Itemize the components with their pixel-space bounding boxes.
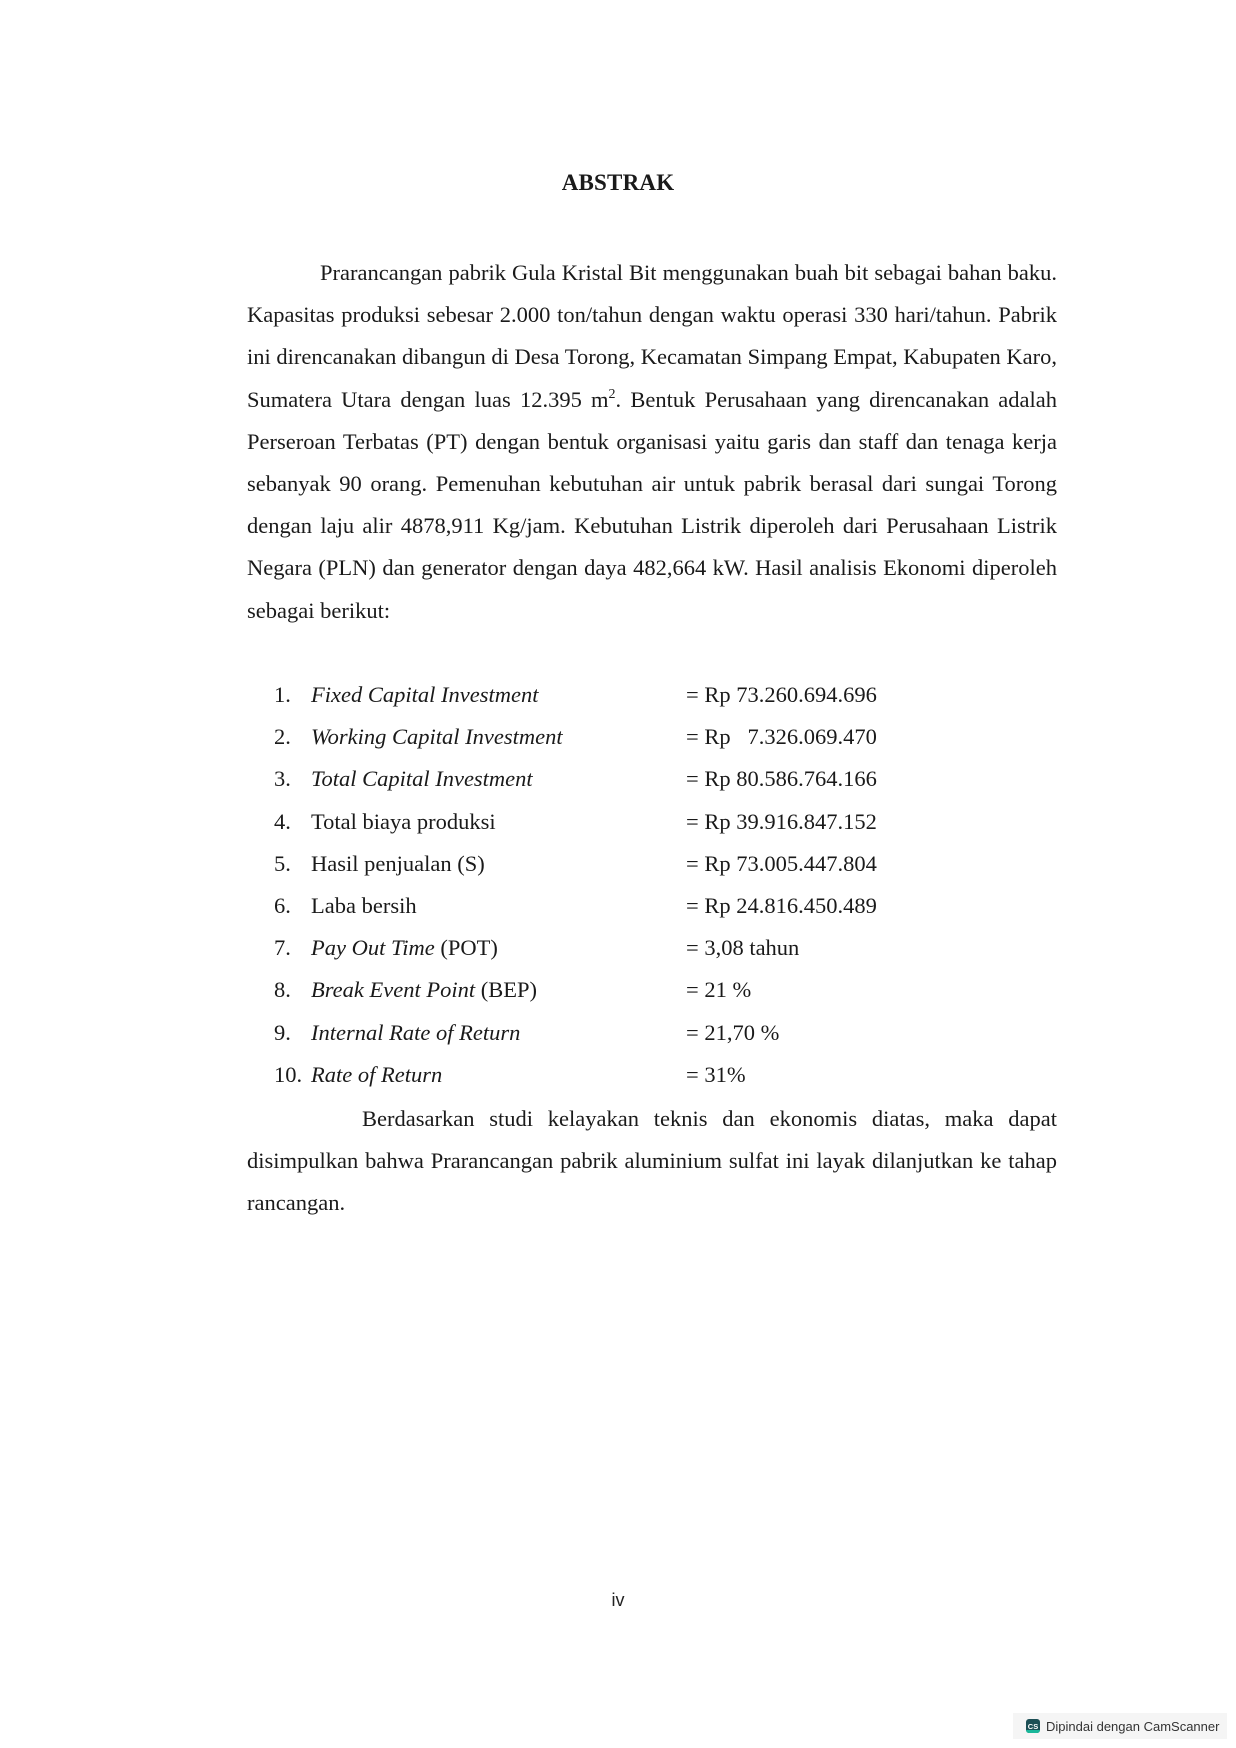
item-number: 8. (274, 977, 291, 1003)
list-item (247, 674, 1057, 716)
list-item (247, 758, 1057, 800)
item-label-italic: Total Capital Investment (311, 766, 533, 792)
page-title: ABSTRAK (561, 170, 675, 195)
list-item (247, 927, 1057, 969)
item-label-plain: Total biaya produksi (311, 808, 496, 834)
item-label-plain: Hasil penjualan (S) (311, 850, 485, 876)
item-label (311, 758, 533, 800)
item-label-plain: (BEP) (475, 977, 537, 1003)
item-value: = Rp 39.916.847.152 (686, 808, 877, 834)
item-label-italic: Rate of Return (311, 1061, 443, 1087)
list-item (247, 1054, 1057, 1096)
item-value: = Rp 7.326.069.470 (686, 724, 877, 750)
item-label (311, 801, 496, 843)
list-item (247, 1012, 1057, 1054)
item-number: 3. (274, 766, 291, 792)
item-label (311, 716, 563, 758)
list-item (247, 716, 1057, 758)
item-value: = Rp 24.816.450.489 (686, 892, 877, 918)
item-value: = Rp 73.005.447.804 (686, 850, 877, 876)
superscript-2: 2 (608, 386, 616, 402)
intro-text-part-1: Prarancangan pabrik Gula Kristal Bit menggunakan buah bit sebagai bahan baku. Kapasitas produksi sebesar 2.000 ton/tahun dengan waktu operasi 330 hari/tahun. Pabrik ini direncanakan dibangun di Desa Torong, Kecamatan Simpang Empat, Kabupaten Karo, Sumatera Utara dengan luas 12.395 m (247, 260, 1057, 412)
item-value: = Rp 73.260.694.696 (686, 682, 877, 707)
item-label (311, 969, 537, 1011)
item-label-italic: Internal Rate of Return (311, 1019, 521, 1045)
camscanner-logo-icon: CS (1026, 1719, 1040, 1733)
item-label-plain: (POT) (434, 935, 498, 961)
item-value: = 21,70 % (686, 1019, 780, 1045)
list-item (247, 843, 1057, 885)
item-label (311, 843, 485, 885)
intro-text-part-2: . Bentuk Perusahaan yang direncanakan adalah Perseroan Terbatas (PT) dengan bentuk organisasi yaitu garis dan staff dan tenaga kerja sebanyak 90 orang. Pemenuhan kebutuhan air untuk pabrik berasal dari sungai Torong dengan laju alir 4878,911 Kg/jam. Kebutuhan Listrik diperoleh dari Perusahaan Listrik Negara (PLN) dan generator dengan daya 482,664 kW. Hasil analisis Ekonomi diperoleh sebagai berikut: (247, 386, 1058, 623)
item-value: = 3,08 tahun (686, 935, 800, 961)
item-label-italic: Fixed Capital Investment (311, 682, 539, 707)
item-value: = 21 % (686, 977, 752, 1003)
list-item (247, 969, 1057, 1011)
item-number: 4. (274, 808, 291, 834)
item-number: 1. (274, 682, 291, 707)
conclusion-paragraph (247, 1098, 1057, 1225)
item-value: = Rp 80.586.764.166 (686, 766, 877, 792)
item-label-italic: Pay Out Time (311, 935, 435, 961)
item-value: = 31% (686, 1061, 746, 1087)
list-item (247, 885, 1057, 927)
item-label-italic: Break Event Point (311, 977, 476, 1003)
watermark-text: Dipindai dengan CamScanner (1046, 1718, 1220, 1734)
item-number: 9. (274, 1019, 291, 1045)
item-label (311, 885, 417, 927)
item-label (311, 674, 538, 716)
intro-paragraph (247, 252, 1057, 632)
item-number: 6. (274, 892, 291, 918)
item-number: 10. (274, 1061, 303, 1087)
item-label (311, 1012, 520, 1054)
item-label (311, 1054, 442, 1096)
economic-results-list (247, 674, 1057, 1096)
item-number: 5. (274, 850, 291, 876)
camscanner-watermark (1013, 1713, 1227, 1739)
item-number: 2. (274, 724, 291, 750)
page-number: iv (611, 1590, 625, 1610)
item-label-italic: Working Capital Investment (311, 724, 563, 750)
item-label (311, 927, 498, 969)
list-item (247, 801, 1057, 843)
item-label-plain: Laba bersih (311, 892, 417, 918)
item-number: 7. (274, 935, 291, 961)
conclusion-text: Berdasarkan studi kelayakan teknis dan ekonomis diatas, maka dapat disimpulkan bahwa Prarancangan pabrik aluminium sulfat ini layak dilanjutkan ke tahap rancangan. (247, 1106, 1057, 1216)
